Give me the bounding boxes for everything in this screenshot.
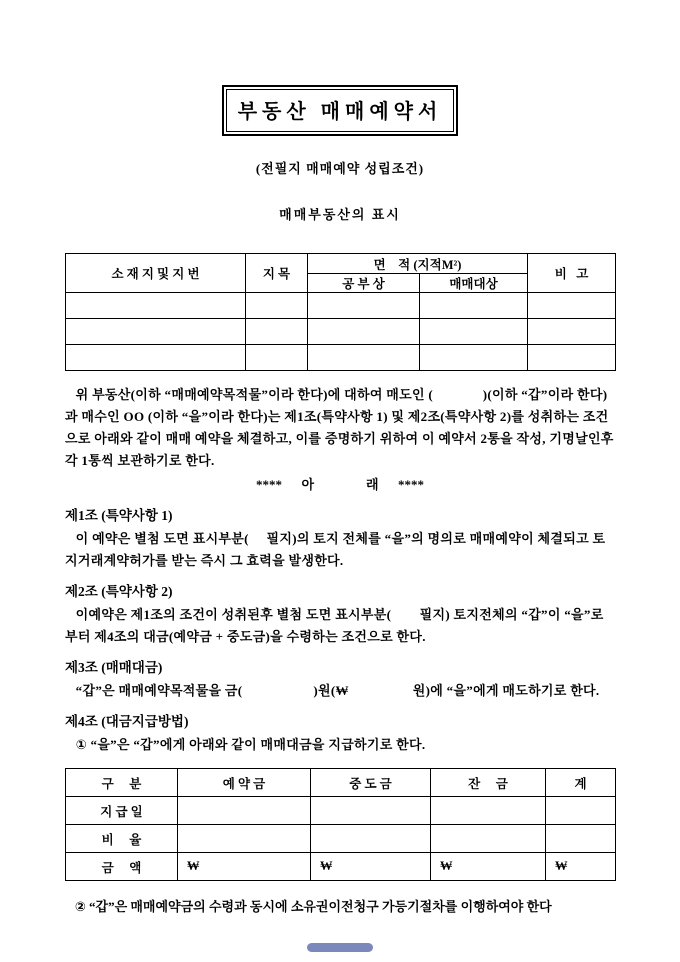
payment-table-cell [178, 825, 311, 853]
property-table-empty-cell [420, 319, 528, 345]
payment-table-row-label: 지 급 일 [66, 797, 178, 825]
property-table-empty-cell [66, 319, 246, 345]
property-table-header-note: 비 고 [528, 254, 616, 293]
payment-table-cell [431, 825, 546, 853]
property-table-empty-cell [246, 293, 308, 319]
payment-table-row-amount [66, 853, 616, 881]
intro-paragraph: 위 부동산(이하 “매매예약목적물”이라 한다)에 대하여 매도인 ( )(이하 “갑”이라 한다)과 매수인 OO (이하 “을”이라 한다)는 제1조(특약사항 1) 및 제2조(특약사항 2)를 성취하는 조건으로 아래와 같이 매매 예약을 체결하고, 이를 증명하기 위하여 이 예약서 2통을 작성, 기명날인후 각 1통씩 보관하기로 한다. [65, 387, 618, 468]
payment-table-header-interim: 중 도 금 [311, 769, 431, 797]
payment-table-amount-cell: ₩ [178, 853, 311, 881]
property-table-header-land-category: 지 목 [246, 254, 308, 293]
property-table-empty-cell [66, 293, 246, 319]
property-table-empty-cell [528, 319, 616, 345]
payment-table-header-total: 계 [546, 769, 616, 797]
payment-table-row-ratio [66, 825, 616, 853]
payment-table-header-deposit: 예 약 금 [178, 769, 311, 797]
property-table-header-row-1 [66, 254, 616, 274]
property-table-empty-cell [420, 293, 528, 319]
property-table-header-location: 소 재 지 및 지 번 [66, 254, 246, 293]
article-3-heading: 제3조 (매매대금) [65, 660, 163, 675]
property-table-empty-cell [308, 319, 420, 345]
payment-table-row-date [66, 797, 616, 825]
article-4-heading: 제4조 (대금지급방법) [65, 714, 189, 729]
property-table-header-area-registered: 공 부 상 [308, 274, 420, 293]
payment-table-cell [431, 797, 546, 825]
article-1-heading: 제1조 (특약사항 1) [65, 508, 173, 523]
property-table-row [66, 293, 616, 319]
payment-table-cell [178, 797, 311, 825]
payment-table-cell [546, 797, 616, 825]
property-table-empty-cell [246, 345, 308, 371]
article-2-body: 이예약은 제1조의 조건이 성취된후 별첨 도면 표시부분( 필지) 토지전체의 “갑”이 “을”로부터 제4조의 대금(예약금 + 중도금)을 수령하는 조건으로 한다. [65, 607, 604, 644]
payment-table [65, 768, 616, 881]
document-subtitle: (전필지 매매예약 성립조건) [255, 161, 425, 176]
property-table-header-area: 면 적 (지적M²) [308, 254, 528, 274]
payment-table-row-label: 비 율 [66, 825, 178, 853]
article-4-body: ① “을”은 “갑”에게 아래와 같이 매매대금을 지급하기로 한다. [65, 737, 426, 752]
property-table-row [66, 319, 616, 345]
payment-table-cell [311, 825, 431, 853]
article-2-heading: 제2조 (특약사항 2) [65, 584, 173, 599]
section-heading-property: 매매부동산의 표시 [279, 207, 401, 222]
property-table-empty-cell [308, 293, 420, 319]
scrollbar-thumb[interactable] [307, 943, 373, 952]
document-title: 부동산 매매예약서 [226, 89, 454, 132]
property-table-empty-cell [420, 345, 528, 371]
payment-table-amount-cell: ₩ [546, 853, 616, 881]
payment-table-cell [546, 825, 616, 853]
property-table [65, 253, 616, 371]
payment-table-header-row [66, 769, 616, 797]
payment-table-header-balance: 잔 금 [431, 769, 546, 797]
payment-table-cell [311, 797, 431, 825]
property-table-row [66, 345, 616, 371]
property-table-empty-cell [528, 293, 616, 319]
article-3-body: “갑”은 매매예약목적물을 금( )원(₩ 원)에 “을”에게 매도하기로 한다. [65, 683, 600, 698]
payment-table-amount-cell: ₩ [431, 853, 546, 881]
property-table-empty-cell [246, 319, 308, 345]
property-table-header-area-sale: 매매대상 [420, 274, 528, 293]
document-title-box [222, 85, 458, 136]
payment-table-header-category: 구 분 [66, 769, 178, 797]
payment-table-amount-cell: ₩ [311, 853, 431, 881]
article-1-body: 이 예약은 별첨 도면 표시부분( 필지)의 토지 전체를 “을”의 명의로 매매예약이 체결되고 토지거래계약허가를 받는 즉시 그 효력을 발생한다. [65, 531, 606, 568]
ara-separator-line: **** 아 래 **** [255, 477, 425, 492]
payment-table-row-label: 금 액 [66, 853, 178, 881]
property-table-empty-cell [528, 345, 616, 371]
closing-note: ② “갑”은 매매예약금의 수령과 동시에 소유권이전청구 가등기절차를 이행하여야 한다 [65, 899, 552, 914]
property-table-empty-cell [66, 345, 246, 371]
property-table-empty-cell [308, 345, 420, 371]
